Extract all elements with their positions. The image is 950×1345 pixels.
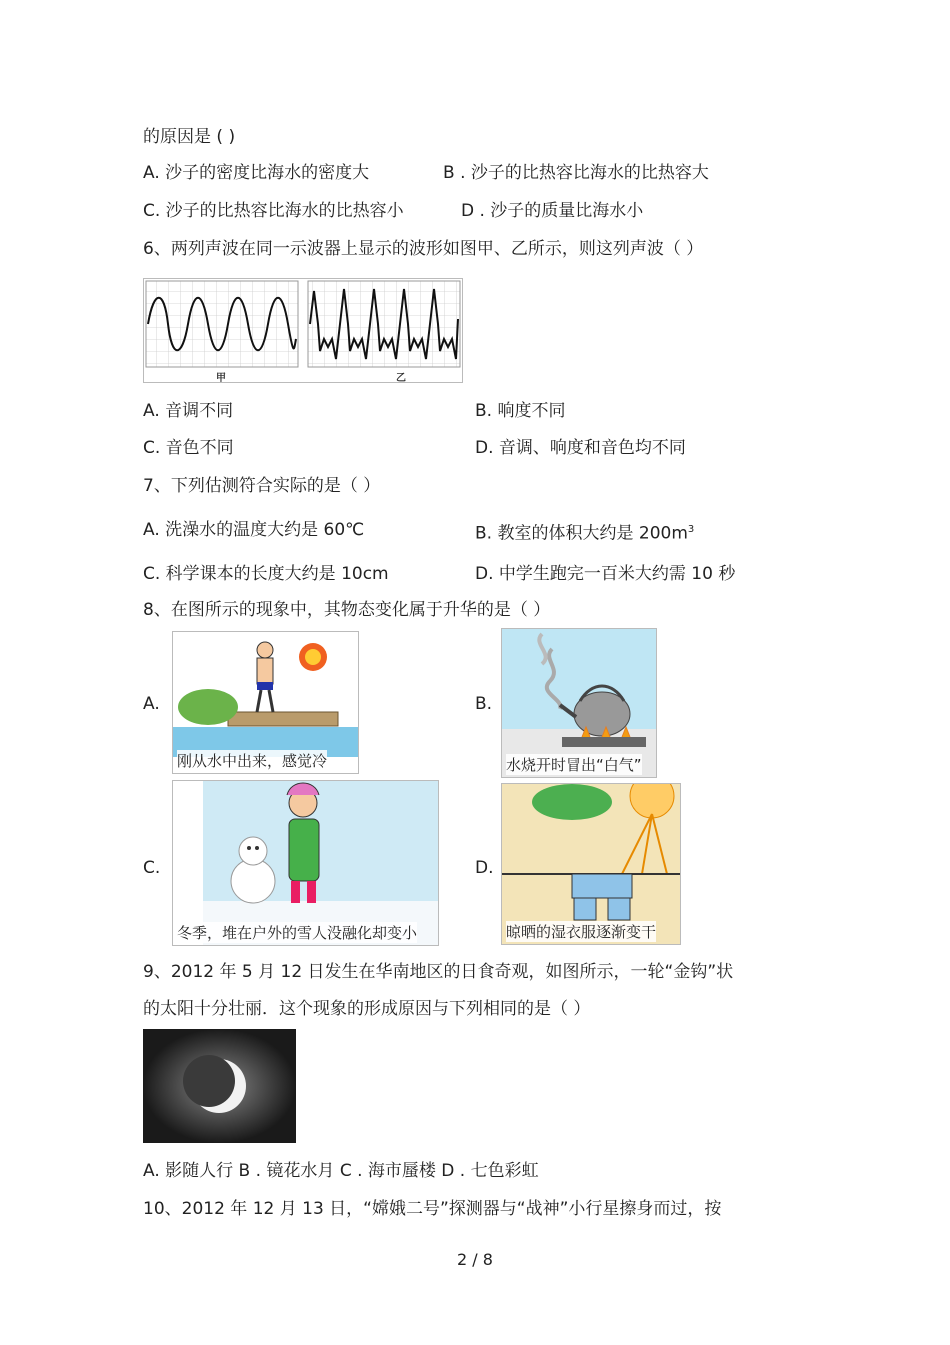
q8-picture-d (501, 783, 681, 945)
q7-option-b (475, 519, 694, 545)
q9-stem-line1: 9、2012 年 5 月 12 日发生在华南地区的日食奇观，如图所示，一轮“金钩”状 (143, 962, 734, 982)
q5-option-d: D . 沙子的质量比海水小 (461, 201, 644, 221)
q7-option-b-superscript: 3 (687, 524, 695, 535)
q7-option-d: D. 中学生跑完一百米大约需 10 秒 (475, 564, 736, 584)
page-number: 2 / 8 (457, 1250, 493, 1269)
q8-stem: 8、在图所示的现象中，其物态变化属于升华的是（ ） (143, 600, 551, 620)
q8-label-c: C. (143, 858, 161, 878)
q9-stem-line2: 的太阳十分壮丽．这个现象的形成原因与下列相同的是（ ） (143, 999, 591, 1019)
solar-eclipse-photo (143, 1029, 296, 1143)
wave-label-yi: 乙 (396, 373, 406, 383)
oscilloscope-figure (143, 278, 463, 383)
drying-clothes-illustration (502, 784, 680, 944)
q7-option-c: C. 科学课本的长度大约是 10cm (143, 564, 389, 584)
q6-option-b: B. 响度不同 (475, 401, 566, 421)
q6-option-d: D. 音调、响度和音色均不同 (475, 438, 686, 458)
q9-options: A. 影随人行 B . 镜花水月 C . 海市蜃楼 D . 七色彩虹 (143, 1161, 539, 1181)
q8-picture-a (172, 631, 359, 774)
q8-picture-c (172, 780, 439, 946)
oscilloscope-waveform-svg (144, 279, 462, 382)
eclipse-crescent-svg (143, 1029, 296, 1143)
snowman-illustration (173, 781, 438, 945)
q8-label-d: D. (475, 858, 494, 878)
q7-stem: 7、下列估测符合实际的是（ ） (143, 476, 381, 496)
q8-caption-b: 水烧开时冒出“白气” (506, 756, 642, 774)
q7-option-a: A. 洗澡水的温度大约是 60℃ (143, 520, 365, 540)
q8-picture-b (501, 628, 657, 778)
q5-option-b: B . 沙子的比热容比海水的比热容大 (443, 163, 709, 183)
q8-caption-d: 晾晒的湿衣服逐渐变干 (506, 923, 657, 941)
q6-option-c: C. 音色不同 (143, 438, 234, 458)
q6-stem: 6、两列声波在同一示波器上显示的波形如图甲、乙所示，则这列声波（ ） (143, 239, 704, 259)
q8-caption-a: 刚从水中出来，感觉冷 (177, 752, 328, 770)
q5-option-c: C. 沙子的比热容比海水的比热容小 (143, 201, 404, 221)
q10-stem: 10、2012 年 12 月 13 日，“嫦娥二号”探测器与“战神”小行星擦身而过，按 (143, 1199, 722, 1219)
q8-label-b: B. (475, 694, 493, 714)
wave-label-jia: 甲 (216, 373, 226, 383)
q5-stem-tail: 的原因是 ( ) (143, 127, 236, 147)
q8-caption-c: 冬季，堆在户外的雪人没融化却变小 (177, 924, 418, 942)
q7-option-b-text: B. 教室的体积大约是 200m (475, 523, 688, 544)
q6-option-a: A. 音调不同 (143, 401, 234, 421)
q8-label-a: A. (143, 694, 160, 714)
q5-option-a: A. 沙子的密度比海水的密度大 (143, 163, 370, 183)
